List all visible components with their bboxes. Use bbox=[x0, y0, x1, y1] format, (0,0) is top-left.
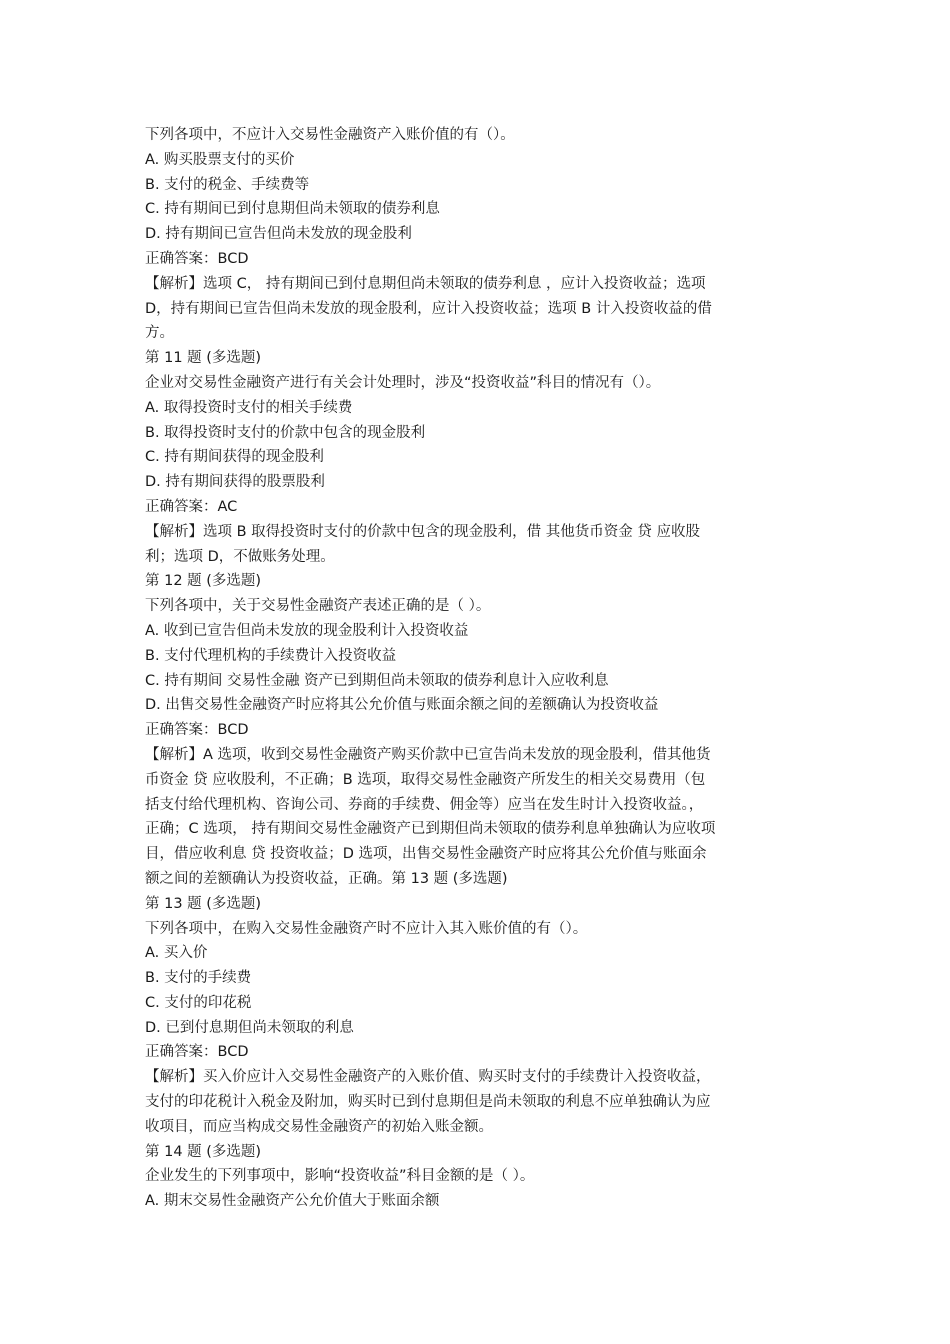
q10-option-b: B. 支付的税金、手续费等 bbox=[145, 176, 310, 193]
q11-analysis-line-1: 【解析】选项 B 取得投资时支付的价款中包含的现金股利，借 其他货币资金 贷 应收股 bbox=[145, 523, 700, 540]
q12-stem: 下列各项中，关于交易性金融资产表述正确的是（ ）。 bbox=[145, 598, 491, 615]
q11-stem: 企业对交易性金融资产进行有关会计处理时，涉及“投资收益”科目的情况有（）。 bbox=[145, 374, 661, 391]
q13-analysis-line-1: 【解析】买入价应计入交易性金融资产的入账价值、购买时支付的手续费计入投资收益， bbox=[145, 1069, 711, 1086]
q11-option-b: B. 取得投资时支付的价款中包含的现金股利 bbox=[145, 424, 426, 441]
q11-analysis-line-2: 利；选项 D，不做账务处理。 bbox=[145, 548, 335, 565]
q12-option-b: B. 支付代理机构的手续费计入投资收益 bbox=[145, 647, 397, 664]
q11-title: 第 11 题 (多选题) bbox=[145, 350, 262, 367]
q14-stem: 企业发生的下列事项中，影响“投资收益”科目金额的是（ ）。 bbox=[145, 1168, 535, 1185]
q11-answer: 正确答案：AC bbox=[145, 498, 238, 515]
q12-answer: 正确答案：BCD bbox=[145, 722, 249, 739]
q12-analysis-line-3: 括支付给代理机构、咨询公司、券商的手续费、佣金等）应当在发生时计入投资收益。， bbox=[145, 796, 704, 813]
q14-option-a: A. 期末交易性金融资产公允价值大于账面余额 bbox=[145, 1193, 440, 1210]
q12-option-c: C. 持有期间 交易性金融 资产已到期但尚未领取的债券利息计入应收利息 bbox=[145, 672, 609, 689]
q13-stem: 下列各项中，在购入交易性金融资产时不应计入其入账价值的有（）。 bbox=[145, 920, 588, 937]
q13-analysis-line-3: 收项目，而应当构成交易性金融资产的初始入账金额。 bbox=[145, 1118, 493, 1135]
q13-option-a: A. 买入价 bbox=[145, 945, 208, 962]
q11-option-d: D. 持有期间获得的股票股利 bbox=[145, 474, 325, 491]
q12-analysis-line-4: 正确；C 选项， 持有期间交易性金融资产已到期但尚未领取的债券利息单独确认为应收项 bbox=[145, 821, 716, 838]
q13-answer: 正确答案：BCD bbox=[145, 1044, 249, 1061]
q10-answer: 正确答案：BCD bbox=[145, 250, 249, 267]
q10-analysis-line-1: 【解析】选项 C， 持有期间已到付息期但尚未领取的债券利息 ，应计入投资收益；选项 bbox=[145, 275, 706, 292]
q12-analysis-line-5: 目，借应收利息 贷 投资收益；D 选项，出售交易性金融资产时应将其公允价值与账面余 bbox=[145, 846, 707, 863]
q14-title: 第 14 题 (多选题) bbox=[145, 1143, 262, 1160]
q13-option-d: D. 已到付息期但尚未领取的利息 bbox=[145, 1019, 354, 1036]
q12-option-a: A. 收到已宣告但尚未发放的现金股利计入投资收益 bbox=[145, 622, 469, 639]
q13-title: 第 13 题 (多选题) bbox=[145, 895, 262, 912]
q10-option-d: D. 持有期间已宣告但尚未发放的现金股利 bbox=[145, 226, 412, 243]
q12-analysis-line-2: 币资金 贷 应收股利，不正确；B 选项，取得交易性金融资产所发生的相关交易费用（包 bbox=[145, 771, 706, 788]
q13-option-b: B. 支付的手续费 bbox=[145, 970, 252, 987]
q10-option-a: A. 购买股票支付的买价 bbox=[145, 151, 295, 168]
q10-analysis-line-2: D，持有期间已宣告但尚未发放的现金股利，应计入投资收益；选项 B 计入投资收益的借 bbox=[145, 300, 712, 317]
q12-title: 第 12 题 (多选题) bbox=[145, 573, 262, 590]
q13-option-c: C. 支付的印花税 bbox=[145, 994, 252, 1011]
q12-analysis-line-1: 【解析】A 选项，收到交易性金融资产购买价款中已宣告尚未发放的现金股利，借其他货 bbox=[145, 746, 711, 763]
q11-option-a: A. 取得投资时支付的相关手续费 bbox=[145, 399, 353, 416]
q10-option-c: C. 持有期间已到付息期但尚未领取的债券利息 bbox=[145, 201, 440, 218]
q13-analysis-line-2: 支付的印花税计入税金及附加，购买时已到付息期但是尚未领取的利息不应单独确认为应 bbox=[145, 1094, 711, 1111]
q10-analysis-line-3: 方。 bbox=[145, 325, 174, 342]
q12-option-d: D. 出售交易性金融资产时应将其公允价值与账面余额之间的差额确认为投资收益 bbox=[145, 697, 659, 714]
document-page bbox=[145, 123, 810, 1214]
q10-stem: 下列各项中，不应计入交易性金融资产入账价值的有（）。 bbox=[145, 127, 515, 143]
q12-analysis-line-6: 额之间的差额确认为投资收益，正确。第 13 题 (多选题) bbox=[145, 870, 508, 887]
q11-option-c: C. 持有期间获得的现金股利 bbox=[145, 449, 324, 466]
